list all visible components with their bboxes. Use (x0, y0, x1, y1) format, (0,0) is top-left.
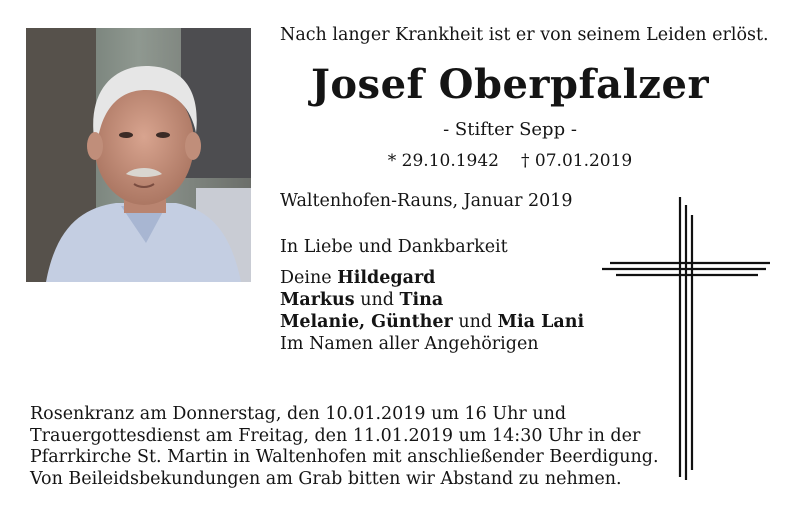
mourner-joiner: und (452, 312, 498, 332)
mourner-line (280, 289, 584, 311)
mourner-line (280, 311, 584, 333)
intro-text: Nach langer Krankheit ist er von seinem Leiden erlöst. (280, 25, 769, 45)
nickname: - Stifter Sepp - (443, 119, 577, 140)
mourner-prefix: Deine (280, 268, 338, 288)
mourners-opening: In Liebe und Dankbarkeit (280, 237, 508, 257)
service-line: Trauergottesdienst am Freitag, den 11.01.2019 um 14:30 Uhr in der (30, 425, 641, 446)
service-line: Von Beileidsbekundungen am Grab bitten wir Abstand zu nehmen. (30, 468, 622, 489)
mourner-joiner: und (354, 290, 400, 310)
birth-date: * 29.10.1942 (387, 151, 499, 171)
life-dates (290, 150, 730, 172)
death-date: † 07.01.2019 (521, 151, 633, 171)
mourner-name: Tina (399, 290, 444, 310)
service-line: Pfarrkirche St. Martin in Waltenhofen mit anschließender Beerdigung. (30, 447, 659, 467)
mourner-name: Hildegard (337, 268, 436, 288)
mourner-name: Melanie, Günther (280, 312, 453, 332)
place-and-date: Waltenhofen-Rauns, Januar 2019 (280, 191, 573, 211)
mourners-closing: Im Namen aller Angehörigen (280, 334, 539, 354)
mourners-block (280, 236, 584, 355)
cross-icon (600, 197, 775, 482)
service-details (30, 404, 659, 490)
portrait-illustration (26, 28, 251, 282)
mourner-line (280, 267, 584, 289)
mourner-name: Mia Lani (497, 312, 585, 332)
mourner-name: Markus (280, 290, 355, 310)
service-line: Rosenkranz am Donnerstag, den 10.01.2019 um 16 Uhr und (30, 404, 567, 424)
portrait-photo (26, 28, 251, 282)
deceased-name: Josef Oberpfalzer (310, 61, 710, 108)
